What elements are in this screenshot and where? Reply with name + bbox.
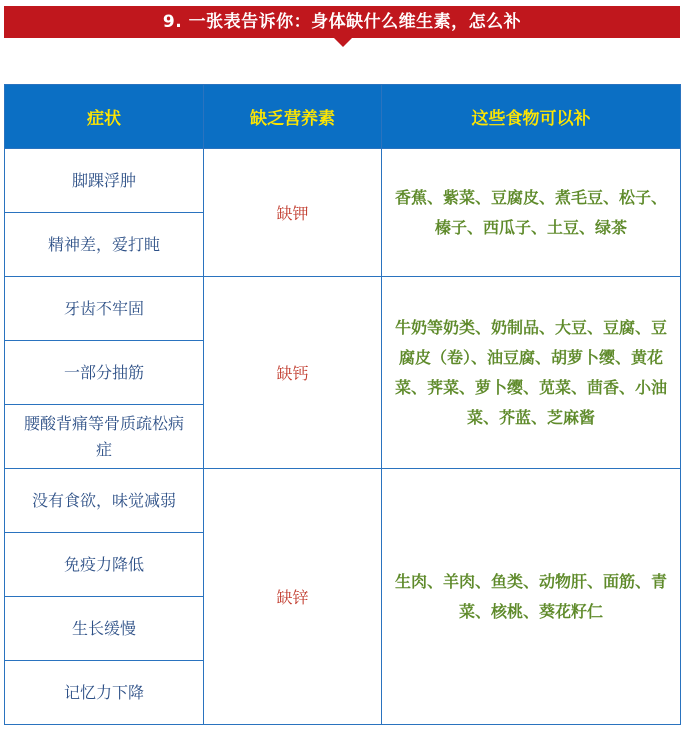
symptom-cell: 精神差，爱打盹: [5, 213, 204, 277]
nutrient-cell: 缺锌: [204, 469, 382, 725]
symptom-cell: 免疫力降低: [5, 533, 204, 597]
symptom-cell: 牙齿不牢固: [5, 277, 204, 341]
table-row: [5, 149, 681, 213]
header-symptom: 症状: [5, 85, 204, 149]
table-row: [5, 469, 681, 533]
nutrient-cell: 缺钙: [204, 277, 382, 469]
header-nutrient: 缺乏营养素: [204, 85, 382, 149]
food-cell: 生肉、羊肉、鱼类、动物肝、面筋、青菜、核桃、葵花籽仁: [382, 469, 681, 725]
header-row: [5, 85, 681, 149]
symptom-cell: 腰酸背痛等骨质疏松病症: [5, 405, 204, 469]
title-banner: [4, 6, 680, 38]
nutrient-cell: 缺钾: [204, 149, 382, 277]
symptom-cell: 没有食欲，味觉减弱: [5, 469, 204, 533]
symptom-cell: 一部分抽筋: [5, 341, 204, 405]
banner-title: 9. 一张表告诉你：身体缺什么维生素，怎么补: [162, 12, 522, 32]
header-foods: 这些食物可以补: [382, 85, 681, 149]
symptom-cell: 生长缓慢: [5, 597, 204, 661]
food-cell: 牛奶等奶类、奶制品、大豆、豆腐、豆腐皮（卷）、油豆腐、胡萝卜缨、黄花菜、荠菜、萝卜缨、苋菜、茴香、小油菜、芥蓝、芝麻酱: [382, 277, 681, 469]
symptom-cell: 脚踝浮肿: [5, 149, 204, 213]
banner-notch: [334, 38, 352, 47]
food-cell: 香蕉、紫菜、豆腐皮、煮毛豆、松子、榛子、西瓜子、土豆、绿茶: [382, 149, 681, 277]
nutrition-table: [4, 84, 681, 725]
symptom-cell: 记忆力下降: [5, 661, 204, 725]
table-row: [5, 277, 681, 341]
